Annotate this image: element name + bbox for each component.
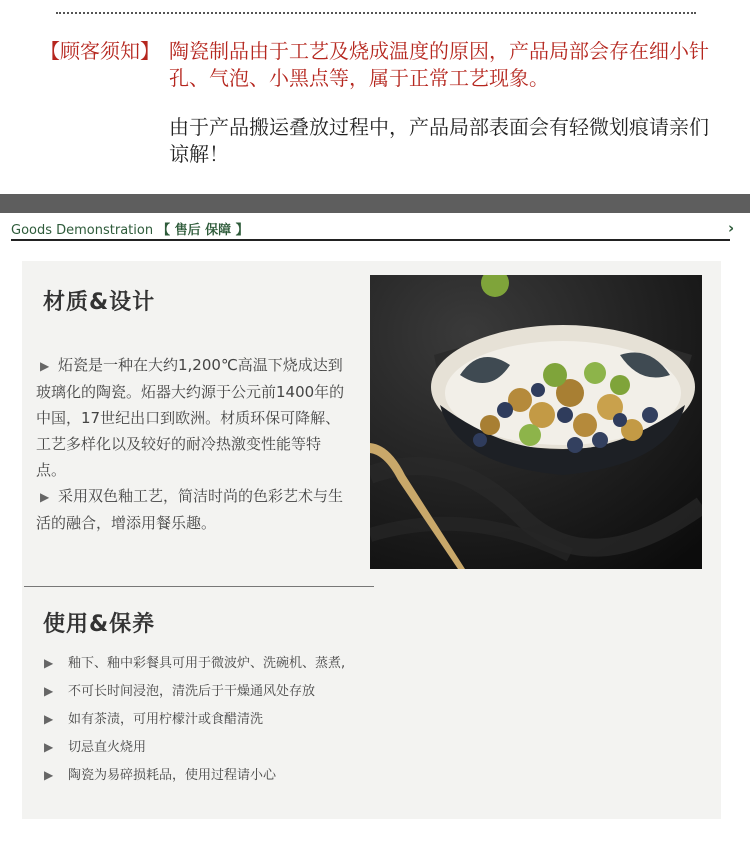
- goods-bracket-label: 【 售后 保障 】: [157, 223, 249, 238]
- bowl-photo-illustration: [370, 275, 702, 569]
- triangle-right-icon: ▶: [44, 656, 54, 670]
- material-paragraph-2: ▶ 采用双色釉工艺，简洁时尚的色彩艺术与生活的融合，增添用餐乐趣。: [36, 483, 350, 536]
- material-paragraph-1: ▶ 炻瓷是一种在大约1,200℃高温下烧成达到玻璃化的陶瓷。炻器大约源于公元前1400年的中国，17世纪出口到欧洲。材质环保可降解、工艺多样化以及较好的耐冷热激变性能等特点。: [36, 352, 350, 483]
- list-item: ▶ 如有茶渍，可用柠檬汁或食醋清洗: [44, 712, 264, 727]
- section-gray-bar: [0, 194, 750, 213]
- header-underline: [11, 239, 730, 241]
- material-description: [36, 352, 350, 536]
- care-list: [44, 652, 345, 792]
- goods-demonstration-header: [11, 219, 249, 238]
- notice-text-2: 由于产品搬运叠放过程中，产品局部表面会有轻微划痕请亲们谅解！: [169, 115, 709, 166]
- triangle-right-icon: ▶: [44, 712, 54, 726]
- notice-tag: 【顾客须知】: [40, 39, 160, 63]
- list-item: ▶ 切忌直火烧用: [44, 740, 147, 755]
- triangle-right-icon: ▶: [44, 684, 54, 698]
- triangle-right-icon: ▶: [40, 490, 50, 504]
- list-item: ▶ 不可长时间浸泡，清洗后于干燥通风处存放: [44, 684, 316, 699]
- product-photo: [370, 275, 702, 569]
- triangle-right-icon: ▶: [44, 768, 54, 782]
- chevron-right-icon[interactable]: ›: [728, 219, 735, 237]
- triangle-right-icon: ▶: [40, 359, 50, 373]
- dotted-separator: [56, 12, 696, 14]
- goods-title: Goods Demonstration: [11, 223, 154, 238]
- notice-text: 陶瓷制品由于工艺及烧成温度的原因，产品局部会存在细小针孔、气泡、小黑点等，属于正常工艺现象。: [169, 39, 709, 90]
- care-title: 使用&保养: [43, 612, 156, 637]
- list-item: ▶ 釉下、釉中彩餐具可用于微波炉、洗碗机、蒸煮,: [44, 656, 346, 671]
- material-title: 材质&设计: [43, 290, 156, 315]
- triangle-right-icon: ▶: [44, 740, 54, 754]
- section-divider: [24, 586, 374, 587]
- list-item: ▶ 陶瓷为易碎损耗品，使用过程请小心: [44, 768, 277, 783]
